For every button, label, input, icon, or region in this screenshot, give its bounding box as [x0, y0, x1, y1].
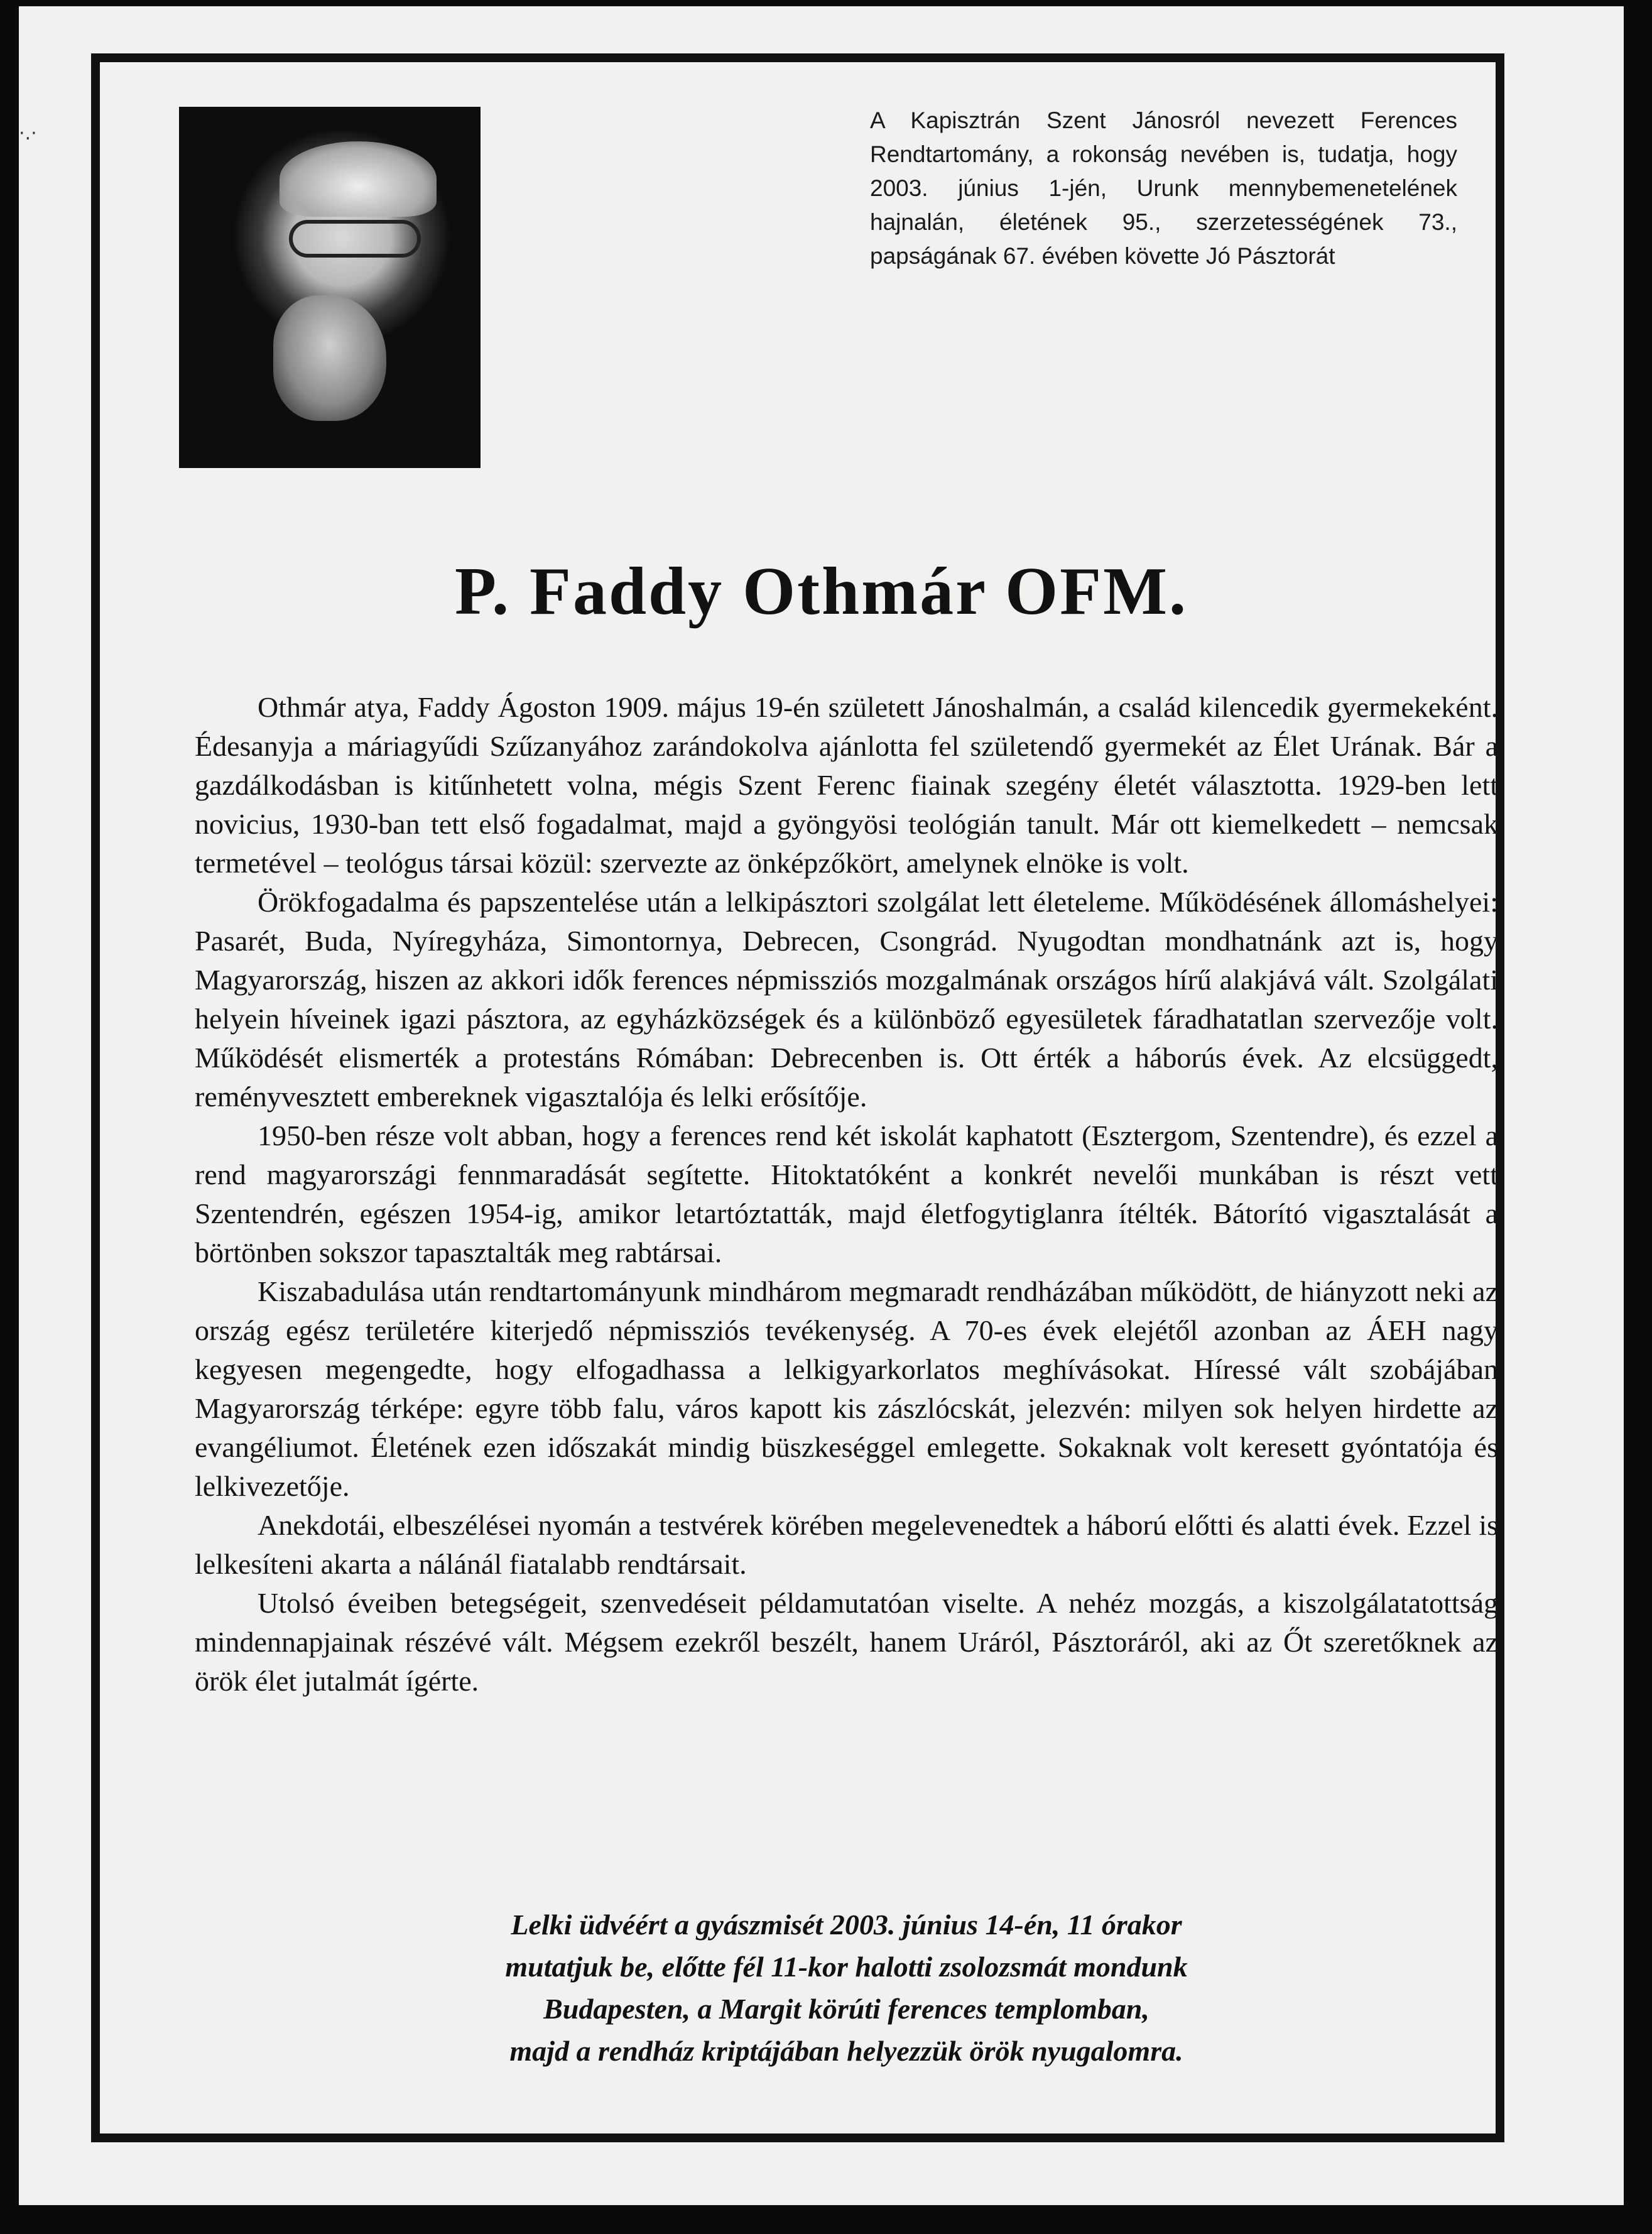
biography-text	[195, 688, 1498, 1701]
obituary-sheet	[19, 6, 1624, 2205]
biography-paragraph: Othmár atya, Faddy Ágoston 1909. május 19-én született Jánoshalmán, a család kilencedik gyermekeként. Édesanyja a máriagyűdi Szűzanyához zarándokolva ajánlotta fel születendő gyermekét az Élet Urának. Bár a gazdálkodásban is kitűnhetett volna, mégis Szent Ferenc fiainak szegény életét választotta. 1929-ben lett novicius, 1930-ban tett első fogadalmat, majd a gyöngyösi teológián tanult. Már ott kiemelkedett – nemcsak termetével – teológus társai közül: szervezte az önképzőkört, amelynek elnöke is volt.	[195, 691, 1498, 879]
funeral-notice-line: mutatjuk be, előtte fél 11-kor halotti zsolozsmát mondunk	[505, 1951, 1188, 1983]
deceased-name-title: P. Faddy Othmár OFM.	[454, 554, 1188, 629]
portrait-photo	[179, 107, 481, 468]
biography-paragraph: 1950-ben része volt abban, hogy a ferences rend két iskolát kaphatott (Esztergom, Szentendre), és ezzel a rend magyarországi fennmaradását segítette. Hitoktatóként a konkrét nevelői munkában is részt vett Szentendrén, egészen 1954-ig, amikor letartóztatták, majd életfogytiglanra ítélték. Bátorító vigasztalását a börtönben sokszor tapasztalták meg rabtársai.	[195, 1120, 1498, 1268]
funeral-notice-line: Lelki üdvéért a gyászmisét 2003. június 14-én, 11 órakor	[511, 1909, 1182, 1941]
biography-paragraph: Kiszabadulása után rendtartományunk mindhárom megmaradt rendházában működött, de hiányzott neki az ország egész területére kiterjedő népmissziós tevékenység. A 70-es évek elejétől azonban az ÁEH nagy kegyesen megengedte, hogy elfogadhassa a lelkigyarkorlatos meghívásokat. Híressé vált szobájában Magyarország térképe: egyre több falu, város kapott kis zászlócskát, jelezvén: milyen sok helyen hirdette az evangéliumot. Életének ezen időszakát mindig büszkeséggel emlegette. Sokaknak volt keresett gyóntatója és lelkivezetője.	[195, 1275, 1498, 1502]
biography-paragraph: Anekdotái, elbeszélései nyomán a testvérek körében megelevenedtek a háború előtti és alatti évek. Ezzel is lelkesíteni akarta a nálánál fiatalabb rendtársait.	[195, 1509, 1498, 1580]
announcement-text: A Kapisztrán Szent Jánosról nevezett Ferences Rendtartomány, a rokonság nevében is, tudatja, hogy 2003. június 1-jén, Urunk mennybemenetelének hajnalán, életének 95., szerzetességének 73., papságának 67. évében követte Jó Pásztorát	[870, 107, 1457, 269]
portrait-hair	[280, 141, 437, 217]
portrait-glasses	[289, 220, 421, 258]
scan-specks: ·.·	[19, 123, 37, 144]
biography-paragraph: Örökfogadalma és papszentelése után a lelkipásztori szolgálat lett életeleme. Működésének állomáshelyei: Pasarét, Buda, Nyíregyháza, Simontornya, Debrecen, Csongrád. Nyugodtan mondhatnánk azt is, hogy Magyarország, hiszen az akkori idők ferences népmissziós mozgalmának országos hírű alakjává vált. Szolgálati helyein híveinek igazi pásztora, az egyházközségek és a különböző egyesületek fáradhatatlan szervezője volt. Működését elismerték a protestáns Rómában: Debrecenben is. Ott érték a háborús évek. Az elcsüggedt, reményvesztett embereknek vigasztalója és lelki erősítője.	[195, 886, 1498, 1113]
portrait-hand	[273, 295, 386, 421]
funeral-notice-line: Budapesten, a Margit körúti ferences templomban,	[543, 1993, 1149, 2025]
funeral-notice-line: majd a rendház kriptájában helyezzük örök nyugalomra.	[509, 2035, 1183, 2067]
funeral-notice	[195, 1904, 1498, 2072]
biography-paragraph: Utolsó éveiben betegségeit, szenvedéseit példamutatóan viselte. A nehéz mozgás, a kiszolgálatatottság mindennapjainak részévé vált. Mégsem ezekről beszélt, hanem Uráról, Pásztoráról, aki az Őt szeretőknek az örök élet jutalmát ígérte.	[195, 1587, 1498, 1697]
